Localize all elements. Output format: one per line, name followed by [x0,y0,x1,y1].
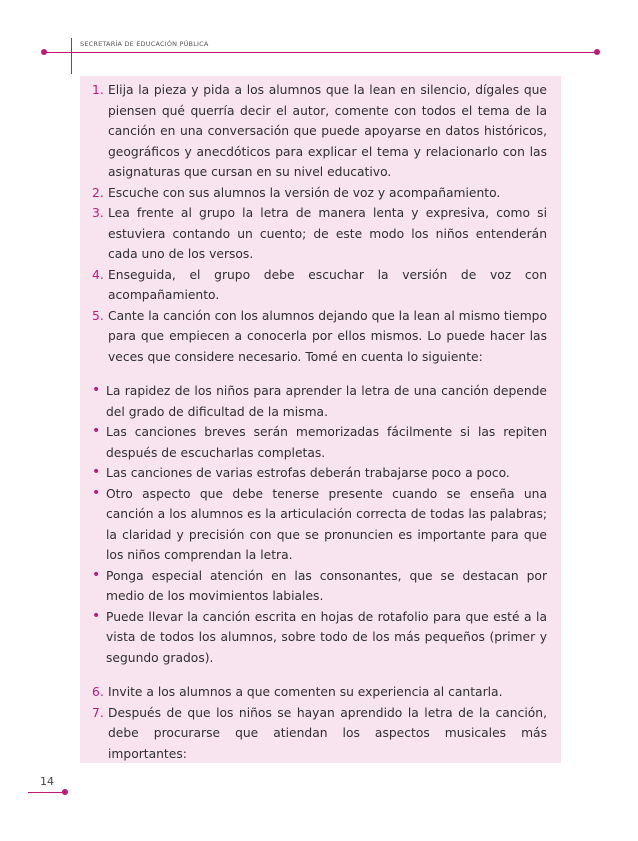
step-number: 3. [92,206,104,220]
bullet-text: Puede llevar la canción escrita en hojas de rotafolio para que esté a la vista de todos los alumnos, sobre todo de los más pequeños (primer y segundo grados). [106,609,547,665]
bullet-icon: • [92,464,101,480]
footer-rule [28,792,66,793]
bullet-text: Las canciones breves serán memorizadas fácilmente si las repiten después de escucharlas completas. [106,425,547,460]
bullet-icon: • [92,484,101,501]
content-box [80,76,561,763]
step-text: Invite a los alumnos a que comenten su experiencia al cantarla. [108,685,503,699]
bullet-icon: • [92,423,101,439]
step-2 [92,183,547,204]
bullet-item [92,463,547,484]
bullet-icon: • [92,607,101,624]
step-5 [92,306,547,368]
bullet-text: Ponga especial atención en las consonantes, que se destacan por medio de los movimientos labiales. [106,568,547,603]
step-4 [92,265,547,306]
step-number: 6. [92,685,104,699]
running-header: SECRETARÍA DE EDUCACIÓN PÚBLICA [80,40,209,48]
step-6 [92,682,547,703]
header-vertical-rule [71,38,72,74]
step-text: Cante la canción con los alumnos dejando que la lean al mismo tiempo para que empiecen a conocerla por ellos mismos. Lo puede hacer las veces que considere necesario. Tomé en cuenta lo siguiente: [108,308,547,364]
bullet-text: Otro aspecto que debe tenerse presente cuando se enseña una canción a los alumnos es la articulación correcta de todas las palabras; la claridad y precisión con que se pronuncien es importante para que los niños comprendan la letra. [106,486,547,562]
bullet-item [92,422,547,463]
bullet-item [92,607,547,669]
step-3 [92,203,547,265]
bullet-icon: • [92,566,101,583]
bullet-text: La rapidez de los niños para aprender la letra de una canción depende del grado de dificultad de la misma. [106,384,547,419]
bullet-item [92,381,547,422]
step-number: 7. [92,705,104,720]
bullet-text: Las canciones de varias estrofas deberán trabajarse poco a poco. [106,466,510,480]
bullet-icon: • [92,382,101,398]
page-number: 14 [40,775,54,788]
step-text: Después de que los niños se hayan aprendido la letra de la canción, debe procurarse que atiendan los aspectos musicales más importantes: [108,705,547,761]
step-1 [92,80,547,183]
step-text: Elija la pieza y pida a los alumnos que la lean en silencio, dígales que piensen qué querría decir el autor, comente con todos el tema de la canción en una conversación que puede apoyarse en datos históricos, geográficos y anecdóticos para explicar el tema y relacionarlo con las asignaturas que cursan en su nivel educativo. [108,83,547,179]
step-number: 2. [92,185,104,200]
header-rule [44,52,596,53]
step-7 [92,703,547,765]
footer-dot [62,789,68,795]
step-number: 4. [92,267,104,282]
step-text: Escuche con sus alumnos la versión de voz y acompañamiento. [108,185,501,200]
step-number: 1. [92,83,104,97]
bullet-item [92,566,547,607]
header-dot-right [594,49,600,55]
header-dot-left [41,49,47,55]
step-text: Lea frente al grupo la letra de manera lenta y expresiva, como si estuviera contando un cuento; de este modo los niños entenderán cada uno de los versos. [108,206,547,261]
step-text: Enseguida, el grupo debe escuchar la versión de voz con acompañamiento. [108,267,547,302]
step-number: 5. [92,308,104,323]
bullet-item [92,484,547,566]
